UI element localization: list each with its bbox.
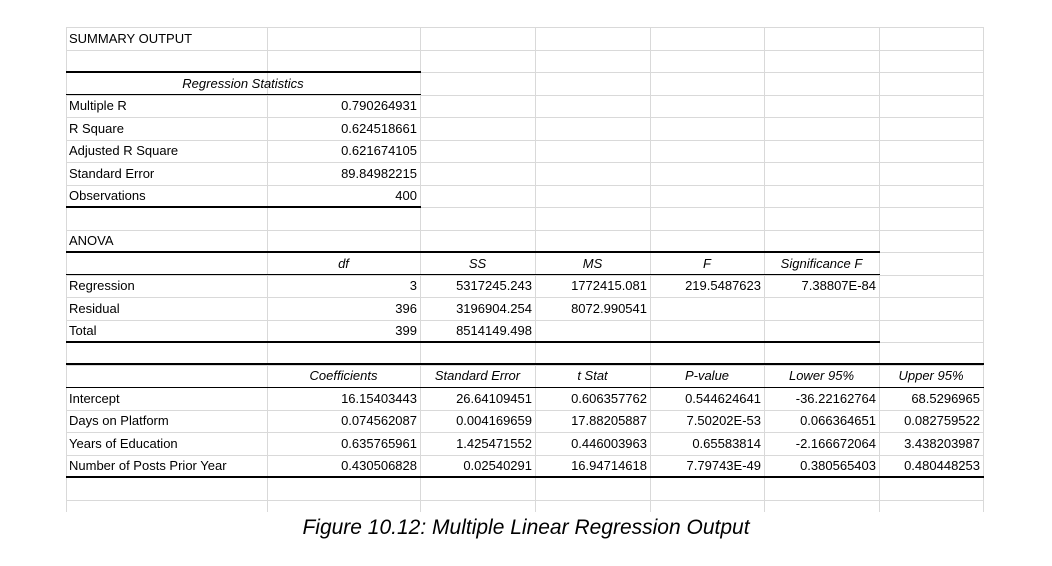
- stat-value: 0.621674105: [341, 143, 417, 158]
- anova-cell: 8514149.498: [456, 323, 532, 338]
- anova-title: ANOVA: [69, 233, 114, 248]
- anova-header-ms: MS: [582, 256, 603, 271]
- stat-label: Observations: [69, 188, 146, 203]
- anova-cell: 5317245.243: [456, 278, 532, 293]
- anova-cell: 1772415.081: [571, 278, 647, 293]
- stat-label: Multiple R: [69, 98, 127, 113]
- coef-cell: 0.004169659: [456, 413, 532, 428]
- gridline: [983, 27, 984, 512]
- anova-row-label: Total: [69, 323, 97, 338]
- anova-row-label: Residual: [69, 301, 120, 316]
- coef-cell: -2.166672064: [795, 436, 876, 451]
- coef-cell: 3.438203987: [904, 436, 980, 451]
- anova-header-significance: Significance F: [780, 256, 863, 271]
- coef-row-label: Number of Posts Prior Year: [69, 458, 227, 473]
- figure-caption: Figure 10.12: Multiple Linear Regression Output: [302, 516, 750, 539]
- coef-cell: 68.5296965: [911, 391, 980, 406]
- coef-cell: 16.94714618: [571, 458, 647, 473]
- stat-label: Standard Error: [69, 166, 155, 181]
- coef-cell: 0.380565403: [800, 458, 876, 473]
- coef-cell: -36.22162764: [795, 391, 876, 406]
- coef-cell: 1.425471552: [456, 436, 532, 451]
- coef-header-upper-95: Upper 95%: [898, 368, 964, 383]
- anova-header-ss: SS: [468, 256, 487, 271]
- anova-header-df: df: [338, 256, 349, 271]
- coef-cell: 0.066364651: [800, 413, 876, 428]
- coef-cell: 0.635765961: [341, 436, 417, 451]
- anova-cell: 7.38807E-84: [801, 278, 876, 293]
- coef-header-coefficients: Coefficients: [309, 368, 378, 383]
- coef-cell: 0.65583814: [692, 436, 761, 451]
- regression-stats-header: Regression Statistics: [182, 76, 304, 91]
- coef-cell: 0.606357762: [571, 391, 647, 406]
- coef-cell: 17.88205887: [571, 413, 647, 428]
- coef-cell: 0.544624641: [685, 391, 761, 406]
- coef-row-label: Days on Platform: [69, 413, 169, 428]
- anova-cell: 219.5487623: [685, 278, 761, 293]
- anova-cell: 3: [409, 278, 417, 293]
- stat-value: 400: [395, 188, 417, 203]
- anova-cell: 399: [395, 323, 417, 338]
- coef-cell: 0.446003963: [571, 436, 647, 451]
- coef-cell: 0.430506828: [341, 458, 417, 473]
- anova-cell: 396: [395, 301, 417, 316]
- stat-label: Adjusted R Square: [69, 143, 179, 158]
- stat-value: 89.84982215: [341, 166, 417, 181]
- anova-cell: 3196904.254: [456, 301, 532, 316]
- coef-cell: 0.02540291: [463, 458, 532, 473]
- coef-row-label: Years of Education: [69, 436, 178, 451]
- stat-value: 0.624518661: [341, 121, 417, 136]
- coef-cell: 0.082759522: [904, 413, 980, 428]
- coef-header-p-value: P-value: [684, 368, 730, 383]
- gridline: [66, 500, 984, 501]
- anova-cell: 8072.990541: [571, 301, 647, 316]
- coef-cell: 7.79743E-49: [686, 458, 761, 473]
- coef-header-std-error: Standard Error: [434, 368, 521, 383]
- coef-header-lower-95: Lower 95%: [788, 368, 855, 383]
- anova-row-label: Regression: [69, 278, 135, 293]
- coef-cell: 7.50202E-53: [686, 413, 761, 428]
- coef-row-label: Intercept: [69, 391, 120, 406]
- stat-label: R Square: [69, 121, 124, 136]
- coef-cell: 0.480448253: [904, 458, 980, 473]
- stat-value: 0.790264931: [341, 98, 417, 113]
- coef-cell: 0.074562087: [341, 413, 417, 428]
- coef-cell: 16.15403443: [341, 391, 417, 406]
- coef-header-t-stat: t Stat: [577, 368, 608, 383]
- coef-cell: 26.64109451: [456, 391, 532, 406]
- anova-header-f: F: [703, 256, 711, 271]
- spreadsheet-grid: [66, 27, 984, 512]
- summary-title: SUMMARY OUTPUT: [69, 31, 193, 46]
